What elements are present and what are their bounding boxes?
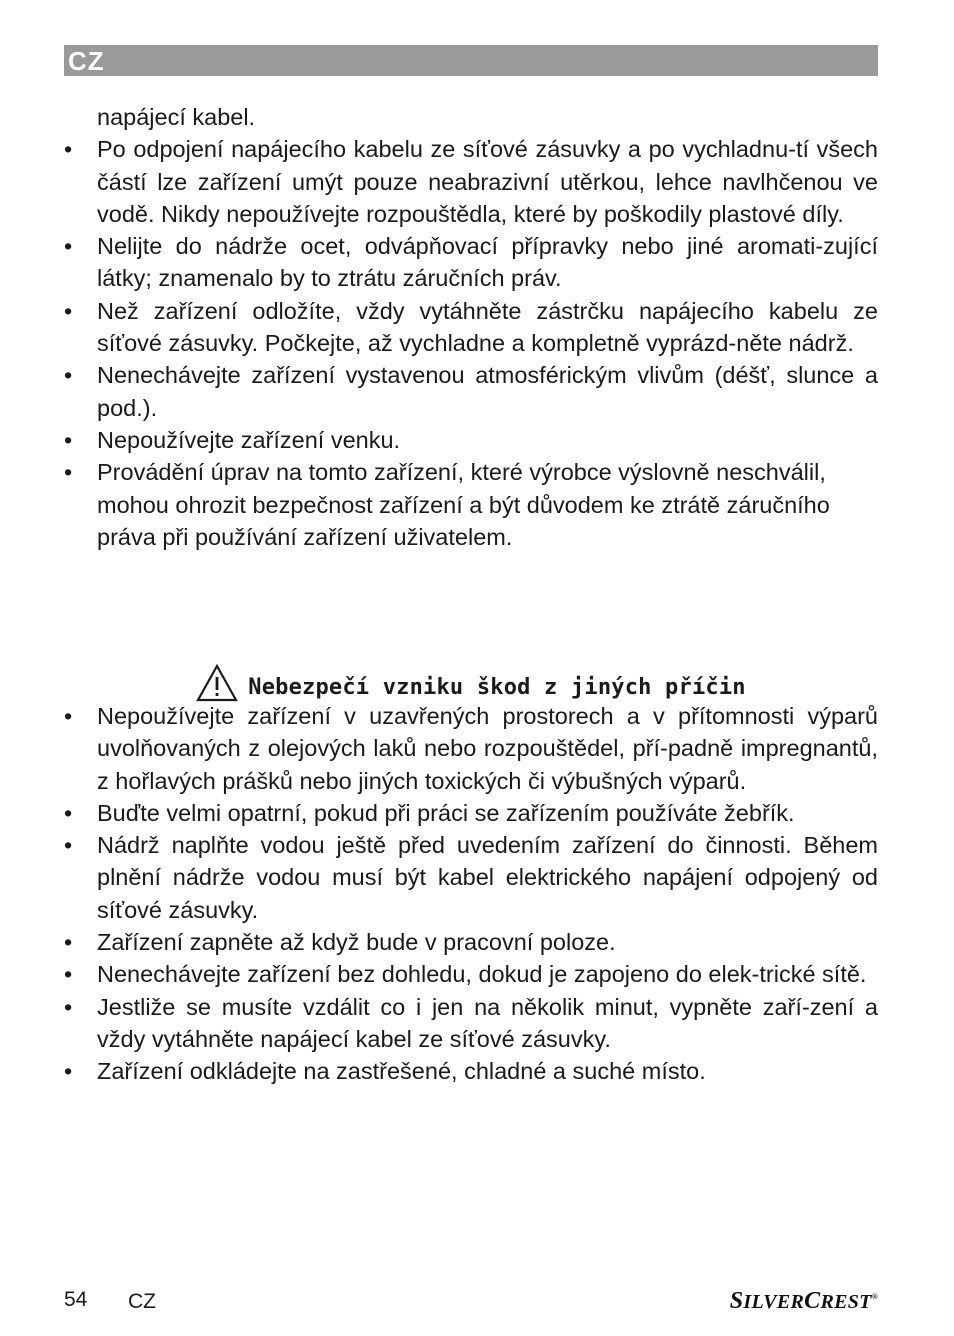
continuation-text: napájecí kabel. <box>97 104 256 130</box>
language-header-bar <box>64 45 878 76</box>
list-item: • Než zařízení odložíte, vždy vytáhněte zástrčku napájecího kabelu ze síťové zásuvky. Počkejte, až vychladne a kompletně vyprázd-něte nádrž. <box>64 295 878 360</box>
safety-notes-section <box>64 101 878 553</box>
list-item: • Po odpojení napájecího kabelu ze síťové zásuvky a po vychladnu-tí všech částí lze zařízení umýt pouze neabrazivní utěrkou, lehce navlhčenou ve vodě. Nikdy nepoužívejte rozpouštědla, které by poškodily plastové díly. <box>64 133 878 230</box>
registered-mark: ® <box>871 1292 878 1301</box>
page-number: 54 <box>64 1288 88 1311</box>
list-item: • Nenechávejte zařízení bez dohledu, dokud je zapojeno do elek-trické sítě. <box>64 958 878 990</box>
damage-hazard-section <box>64 662 878 1088</box>
list-item: • Nádrž naplňte vodou ještě před uvedením zařízení do činnosti. Během plnění nádrže vodou musí být kabel elektrického napájení odpojený od síťové zásuvky. <box>64 829 878 926</box>
section-heading <box>64 662 878 704</box>
brand-logo <box>730 1288 878 1315</box>
hazard-list <box>64 700 878 1088</box>
language-label: CZ <box>68 46 105 76</box>
brand-logo-s: S <box>729 1288 744 1314</box>
brand-logo-ilver: ILVER <box>743 1291 805 1313</box>
list-item: • Nelijte do nádrže ocet, odvápňovací přípravky nebo jiné aromati-zující látky; znamenalo by to ztrátu záručních práv. <box>64 230 878 295</box>
page-footer <box>64 1286 878 1316</box>
warning-triangle-icon <box>196 664 238 702</box>
list-item: • Zařízení odkládejte na zastřešené, chladné a suché místo. <box>64 1055 878 1087</box>
footer-language-label: CZ <box>128 1290 156 1313</box>
section-title: Nebezpečí vzniku škod z jiných příčin <box>248 674 746 700</box>
list-item: • Nepoužívejte zařízení venku. <box>64 424 878 456</box>
brand-logo-rest: REST <box>820 1291 872 1313</box>
safety-list <box>64 133 878 553</box>
list-item: • Nenechávejte zařízení vystavenou atmosférickým vlivům (déšť, slunce a pod.). <box>64 359 878 424</box>
list-item: • Zařízení zapněte až když bude v pracovní poloze. <box>64 926 878 958</box>
list-item: • Nepoužívejte zařízení v uzavřených prostorech a v přítomnosti výparů uvolňovaných z olejových laků nebo rozpouštědel, pří-padně impregnantů, z hořlavých prášků nebo jiných toxických či výbušných výparů. <box>64 700 878 797</box>
brand-logo-c: C <box>804 1288 821 1314</box>
list-item: • Jestliže se musíte vzdálit co i jen na několik minut, vypněte zaří-zení a vždy vytáhněte napájecí kabel ze síťové zásuvky. <box>64 991 878 1056</box>
list-item: • Buďte velmi opatrní, pokud při práci se zařízením používáte žebřík. <box>64 797 878 829</box>
list-item: • Provádění úprav na tomto zařízení, které výrobce výslovně neschválil, mohou ohrozit bezpečnost zařízení a být důvodem ke ztrátě záručního práva při používání zařízení uživatelem. <box>64 456 878 553</box>
